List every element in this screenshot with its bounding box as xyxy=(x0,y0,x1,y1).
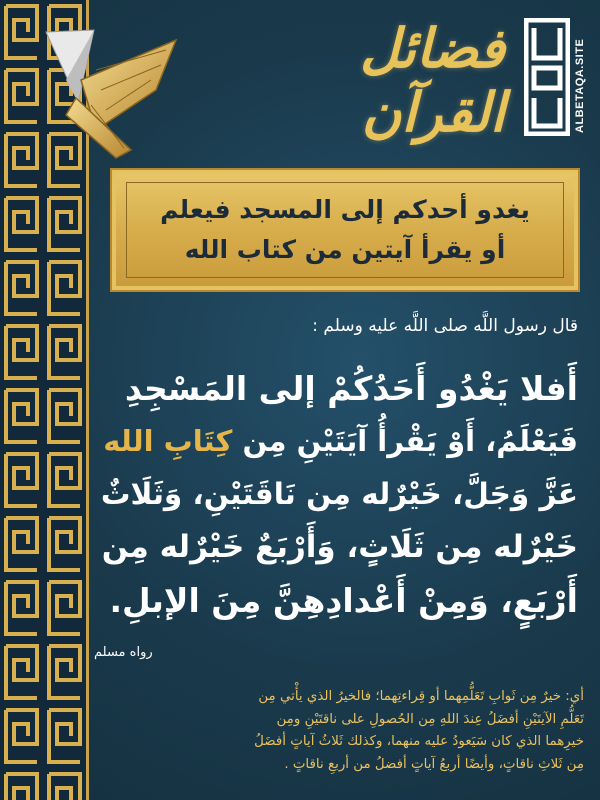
hadith-line-3: عَزَّ وَجَلَّ، خَيْرٌله مِن نَاقَتَيْنِ، وَثَلَاثٌ xyxy=(100,477,578,511)
quran-stand-icon xyxy=(36,20,186,160)
hadith-line-5: أَرْبَعٍ، وَمِنْ أَعْدادِهِنَّ مِنَ الإبلِ. xyxy=(109,581,578,620)
hadith-line-2 xyxy=(96,415,578,468)
page-title xyxy=(205,16,505,144)
explanation xyxy=(96,686,584,776)
hadith-text xyxy=(96,362,578,627)
explanation-line-1: أي: خيرٌ مِن ثَوابِ تَعَلُّمِهما أو قِراءتِهما؛ فالخيرُ الذي يأْتي مِن xyxy=(258,689,584,704)
hadith-source: رواه مسلم xyxy=(94,645,153,660)
hadith-line-4: خَيْرٌله مِن ثَلَاثٍ، وَأَرْبَعٌ خَيْرٌله مِن xyxy=(101,529,578,565)
hadith-line-2-start: فَيَعْلَمُ، أَوْ يَقْرأُ آيَتَيْنِ مِن xyxy=(232,424,578,458)
explanation-line-4: مِن ثَلاثِ ناقاتٍ، وأيضًا أربعُ آياتٍ أفضلُ من أربعِ ناقاتٍ . xyxy=(284,756,584,772)
headline-banner xyxy=(110,168,580,292)
site-badge xyxy=(520,18,590,153)
explanation-line-2: تَعَلُّمِ الآيتَيْنِ أفضَلُ عِندَ اللهِ مِن الحُصولِ على ناقتَيْنِ ومِن xyxy=(276,711,584,727)
hadith-intro: قال رسول اللَّه صلى اللَّه عليه وسلم : xyxy=(312,316,578,336)
site-url: ALBETAQA.SITE xyxy=(574,38,586,133)
hadith-line-1: أَفلا يَغْدُو أَحَدُكُمْ إلى المَسْجِدِ xyxy=(124,369,578,408)
hadith-highlight: كِتَابِ الله xyxy=(103,424,233,458)
banner-frame xyxy=(126,182,564,278)
title-text: فضائل القرآن xyxy=(359,16,505,144)
albetaqa-logo-icon xyxy=(524,18,570,136)
explanation-line-3: خيرِهما الذي كان سَيَعودُ عليه منهما، وكذلك ثَلاثُ آياتٍ أفضَلُ xyxy=(254,734,584,749)
banner-line-2: أو يقرأ آيتين من كتاب الله xyxy=(184,235,506,264)
banner-line-1: يغدو أحدكم إلى المسجد فيعلم xyxy=(160,195,530,224)
